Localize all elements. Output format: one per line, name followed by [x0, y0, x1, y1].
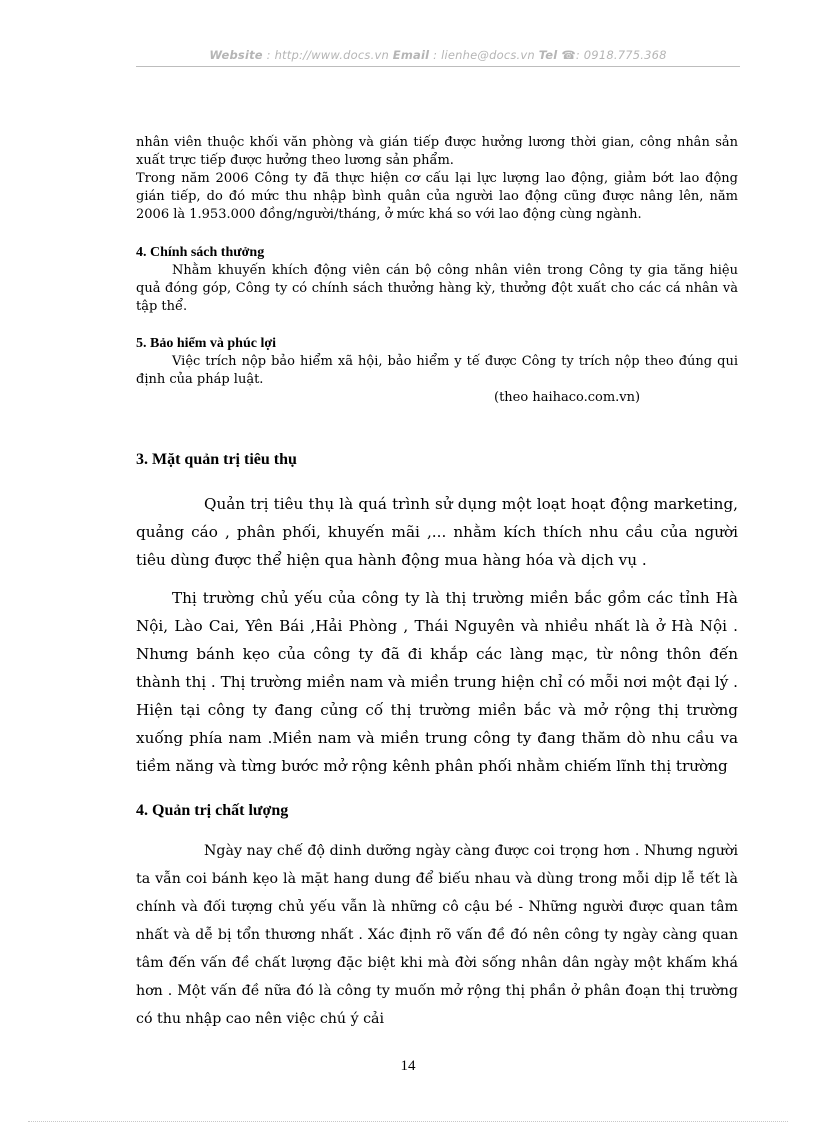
quality-heading: 4. Quản trị chất lượng	[136, 802, 289, 819]
quality-section	[136, 797, 738, 1033]
sales-heading: 3. Mặt quản trị tiêu thụ	[136, 451, 297, 468]
sales-paragraph-1: Quản trị tiêu thụ là quá trình sử dụng một loạt hoạt động marketing, quảng cáo , phân phối, khuyến mãi ,... nhằm kích thích nhu cầu của người tiêu dùng được thể hiện qua hành động mua hàng hóa và dịch vụ .	[136, 495, 738, 569]
source-citation: (theo haihaco.com.vn)	[494, 390, 641, 405]
sales-section	[136, 446, 738, 780]
insurance-text: Việc trích nộp bảo hiểm xã hội, bảo hiểm y tế được Công ty trích nộp theo đúng qui định của pháp luật.	[136, 354, 738, 387]
page-header	[136, 48, 740, 62]
reward-section	[136, 244, 738, 316]
quality-paragraph-1: Ngày nay chế độ dinh dưỡng ngày càng được coi trọng hơn . Nhưng người ta vẫn coi bánh kẹo là mặt hang dung để biếu nhau và dùng trong mỗi dịp lễ tết là chính và đối tượng chủ yếu vẫn là những cô cậu bé - Những người được quan tâm nhất và dễ bị tổn thương nhất . Xác định rõ vấn đề đó nên công ty ngày càng quan tâm đến vấn đề chất lượng đặc biệt khi mà đời sống nhân dân ngày một khấm khá hơn . Một vấn đề nữa đó là công ty muốn mở rộng thị phần ở phân đoạn thị trường có thu nhập cao nên việc chú ý cải	[136, 843, 738, 1027]
reward-heading: 4. Chính sách thưởng	[136, 245, 265, 260]
footer-divider	[28, 1121, 788, 1122]
page-number: 14	[400, 1058, 416, 1074]
website-label: Website	[209, 48, 263, 62]
intro-block	[136, 134, 738, 224]
intro-paragraph-1: nhân viên thuộc khối văn phòng và gián tiếp được hưởng lương thời gian, công nhân sản xuất trực tiếp được hưởng theo lương sản phẩm.	[136, 135, 738, 168]
email-value: : lienhe@docs.vn	[433, 48, 535, 62]
insurance-section	[136, 335, 738, 407]
intro-paragraph-2: Trong năm 2006 Công ty đã thực hiện cơ cấu lại lực lượng lao động, giảm bớt lao động gián tiếp, do đó mức thu nhập bình quân của người lao động cũng được nâng lên, năm 2006 là 1.953.000 đồng/người/tháng, ở mức khá so với lao động cùng ngành.	[136, 171, 738, 222]
header-divider	[136, 66, 740, 67]
insurance-heading: 5. Bảo hiểm và phúc lợi	[136, 336, 276, 351]
reward-text: Nhằm khuyến khích động viên cán bộ công nhân viên trong Công ty gia tăng hiệu quả đóng góp, Công ty có chính sách thưởng hàng kỳ, thưởng đột xuất cho các cá nhân và tập thể.	[136, 263, 738, 314]
tel-value: ☎: 0918.775.368	[561, 48, 667, 62]
sales-paragraph-2: Thị trường chủ yếu của công ty là thị trường miền bắc gồm các tỉnh Hà Nội, Lào Cai, Yên Bái ,Hải Phòng , Thái Nguyên và nhiều nhất là ở Hà Nội . Nhưng bánh kẹo của công ty đã đi khắp các làng mạc, từ nông thôn đến thành thị . Thị trường miền nam và miền trung hiện chỉ có mỗi nơi một đại lý . Hiện tại công ty đang củng cố thị trường miền bắc và mở rộng thị trường xuống phía nam .Miền nam và miền trung công ty đang thăm dò nhu cầu va tiềm năng và từng bước mở rộng kênh phân phối nhằm chiếm lĩnh thị trường	[136, 589, 738, 775]
tel-label: Tel	[538, 48, 558, 62]
website-value: : http://www.docs.vn	[266, 48, 389, 62]
email-label: Email	[392, 48, 430, 62]
